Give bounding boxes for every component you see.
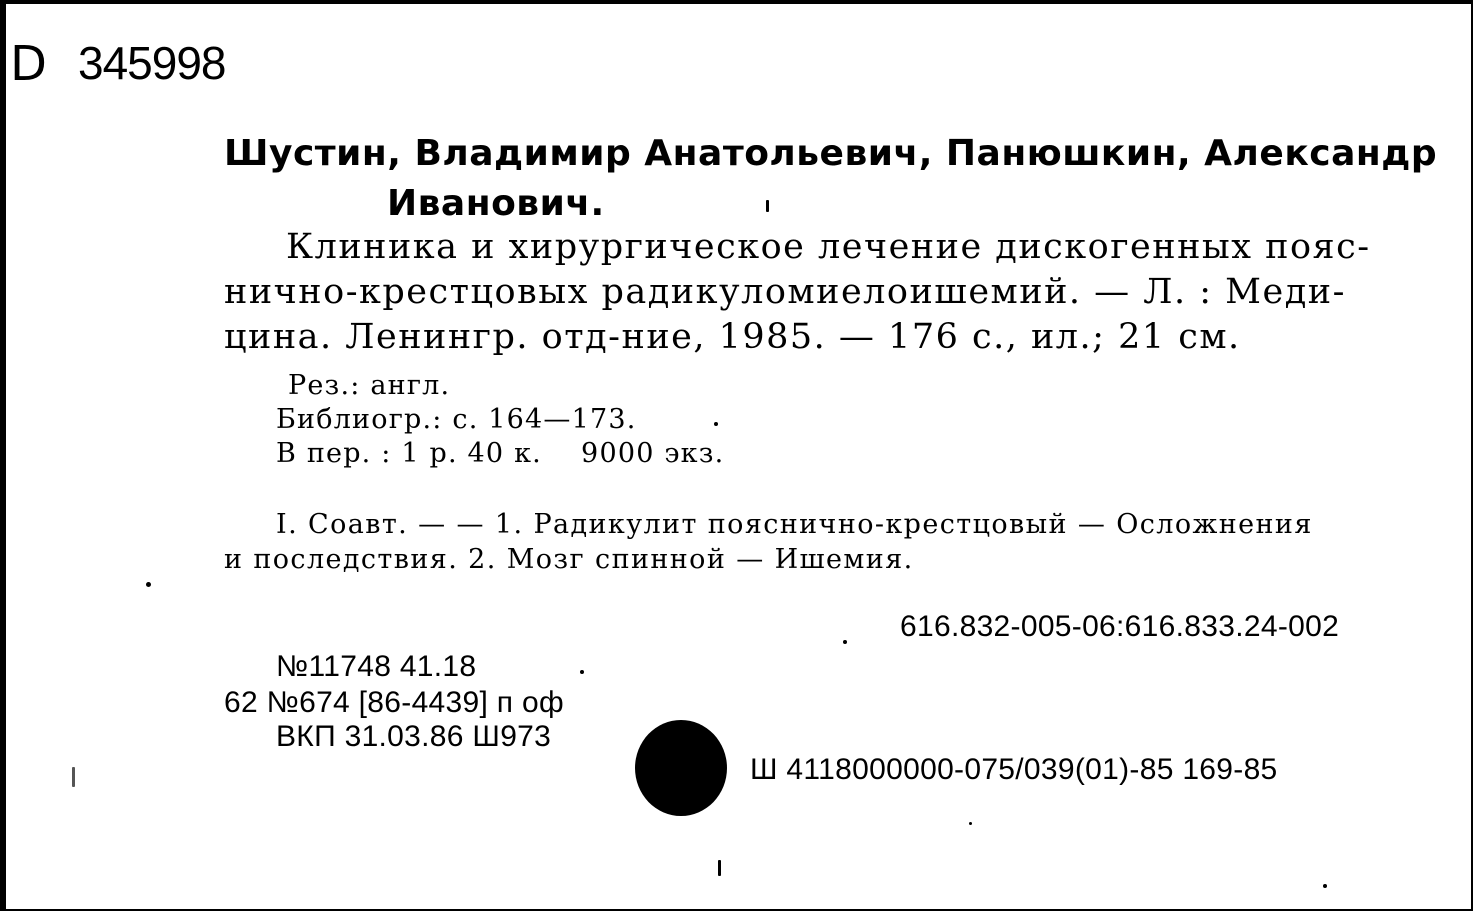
catalog-line-2: 62 №674 [86-4439] п оф [224, 686, 564, 719]
speck [1323, 884, 1327, 888]
speck [969, 822, 972, 825]
catalog-line-3: ВКП 31.03.86 Ш973 [276, 720, 552, 753]
author-line-2: Иванович. [387, 183, 605, 224]
card-top-edge [2, 2, 1471, 4]
speck [580, 670, 584, 674]
bbk-index: Ш 4118000000-075/039(01)-85 169-85 [750, 753, 1278, 786]
card-left-edge [2, 2, 6, 909]
udc-index: 616.832-005-06:616.833.24-002 [900, 610, 1340, 643]
card-mark: D [10, 36, 47, 92]
subject-line-2: и последствия. 2. Мозг спинной — Ишемия. [224, 544, 914, 575]
note-resume: Рез.: англ. [288, 370, 451, 401]
title-line-3: цина. Ленингр. отд-ние, 1985. — 176 с., ил.; 21 см. [224, 317, 1241, 357]
subject-line-1: I. Соавт. — — 1. Радикулит пояснично-крестцовый — Осложнения [276, 509, 1313, 540]
speck [766, 200, 769, 212]
speck [146, 582, 151, 587]
catalog-line-1: №11748 41.18 [276, 650, 477, 683]
speck [843, 640, 847, 644]
title-line-2: нично-крестцовых радикуломиелоишемий. — Л. : Меди- [224, 272, 1346, 312]
note-price: В пер. : 1 р. 40 к. 9000 экз. [276, 438, 725, 469]
author-line-1: Шустин, Владимир Анатольевич, Панюшкин, Александр [224, 133, 1438, 174]
speck [72, 767, 75, 787]
card-code: 345998 [78, 37, 226, 89]
title-line-1: Клиника и хирургическое лечение дискогенных пояс- [286, 227, 1371, 267]
speck [714, 422, 718, 426]
punch-hole [635, 720, 727, 816]
speck [718, 860, 721, 876]
note-bibliography: Библиогр.: с. 164—173. [276, 404, 637, 435]
